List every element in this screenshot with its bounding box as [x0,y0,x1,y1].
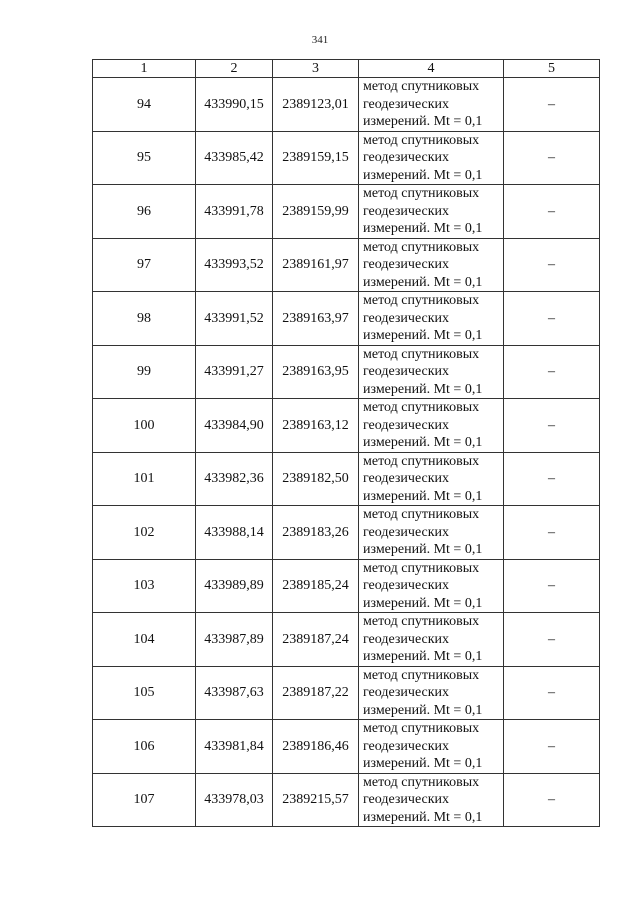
point-number: 94 [93,78,196,132]
table-row [93,78,600,132]
col5-value: – [504,345,600,399]
table-header-row [93,60,600,78]
method-description [359,238,504,292]
table-row [93,452,600,506]
coordinate-x: 433991,52 [196,292,273,346]
table-row [93,773,600,827]
col5-value: – [504,292,600,346]
point-number: 97 [93,238,196,292]
header-col-1: 1 [93,60,196,78]
coordinate-y: 2389187,24 [273,613,359,667]
table-row [93,238,600,292]
method-description [359,773,504,827]
point-number: 107 [93,773,196,827]
method-line-1: метод спутниковых [363,79,480,94]
coordinate-y: 2389163,95 [273,345,359,399]
method-description [359,185,504,239]
header-col-5: 5 [504,60,600,78]
coordinate-y: 2389163,12 [273,399,359,453]
header-col-3: 3 [273,60,359,78]
method-line-3: измерений. Mt = 0,1 [363,702,483,718]
method-line-1: метод спутниковых [363,774,480,790]
coordinates-table [92,59,600,827]
coordinate-x: 433984,90 [196,399,273,453]
coordinate-x: 433987,63 [196,666,273,720]
col5-value: – [504,559,600,613]
method-line-3: измерений. Mt = 0,1 [363,756,483,771]
point-number: 102 [93,506,196,560]
coordinate-y: 2389187,22 [273,666,359,720]
col5-value: – [504,78,600,132]
coordinate-x: 433989,89 [196,559,273,613]
coordinate-y: 2389159,15 [273,131,359,185]
method-line-2: геодезических [363,310,450,326]
method-line-1: метод спутниковых [363,453,480,469]
method-line-1: метод спутниковых [363,667,480,683]
coordinate-x: 433990,15 [196,78,273,132]
method-line-1: метод спутниковых [363,560,480,576]
table-row [93,185,600,239]
method-description [359,452,504,506]
point-number: 100 [93,399,196,453]
col5-value: – [504,773,600,827]
table-row [93,506,600,560]
coordinate-y: 2389186,46 [273,720,359,774]
coordinate-y: 2389215,57 [273,773,359,827]
coordinate-y: 2389185,24 [273,559,359,613]
point-number: 99 [93,345,196,399]
method-line-2: геодезических [363,203,450,219]
method-line-2: геодезических [363,257,450,272]
method-line-2: геодезических [363,738,450,754]
coordinate-y: 2389182,50 [273,452,359,506]
method-line-1: метод спутниковых [363,721,480,736]
table-row [93,613,600,667]
method-line-1: метод спутниковых [363,132,480,148]
coordinate-y: 2389183,26 [273,506,359,560]
col5-value: – [504,399,600,453]
coordinate-x: 433993,52 [196,238,273,292]
coordinate-x: 433988,14 [196,506,273,560]
method-description [359,506,504,560]
col5-value: – [504,185,600,239]
method-line-1: метод спутниковых [363,507,480,522]
method-line-2: геодезических [363,150,450,165]
col5-value: – [504,666,600,720]
point-number: 95 [93,131,196,185]
coordinate-x: 433981,84 [196,720,273,774]
method-description [359,292,504,346]
method-description [359,78,504,132]
method-description [359,345,504,399]
point-number: 106 [93,720,196,774]
method-line-1: метод спутниковых [363,614,480,629]
table-row [93,399,600,453]
method-line-3: измерений. Mt = 0,1 [363,167,483,183]
method-line-2: геодезических [363,417,450,433]
coordinate-x: 433985,42 [196,131,273,185]
point-number: 101 [93,452,196,506]
table-row [93,720,600,774]
method-line-3: измерений. Mt = 0,1 [363,809,483,825]
method-line-3: измерений. Mt = 0,1 [363,542,483,557]
table-body [93,78,600,827]
col5-value: – [504,613,600,667]
point-number: 104 [93,613,196,667]
method-line-2: геодезических [363,471,450,486]
method-line-2: геодезических [363,685,450,700]
table-row [93,345,600,399]
method-line-2: геодезических [363,364,450,379]
method-line-1: метод спутниковых [363,346,480,362]
coordinate-y: 2389163,97 [273,292,359,346]
header-col-2: 2 [196,60,273,78]
method-line-1: метод спутниковых [363,186,480,201]
method-line-2: геодезических [363,631,450,647]
coordinate-x: 433978,03 [196,773,273,827]
method-line-1: метод спутниковых [363,293,480,308]
method-line-2: геодезических [363,578,450,593]
col5-value: – [504,238,600,292]
col5-value: – [504,131,600,185]
method-description [359,720,504,774]
method-line-3: измерений. Mt = 0,1 [363,488,483,504]
table-row [93,666,600,720]
method-line-3: измерений. Mt = 0,1 [363,649,483,664]
method-description [359,666,504,720]
table-row [93,292,600,346]
method-description [359,559,504,613]
page-number: 341 [311,34,329,46]
coordinate-y: 2389161,97 [273,238,359,292]
header-col-4: 4 [359,60,504,78]
col5-value: – [504,506,600,560]
method-line-3: измерений. Mt = 0,1 [363,435,483,450]
method-description [359,399,504,453]
col5-value: – [504,452,600,506]
method-line-2: геодезических [363,524,450,540]
coordinate-x: 433991,27 [196,345,273,399]
coordinate-x: 433991,78 [196,185,273,239]
coordinate-y: 2389123,01 [273,78,359,132]
method-line-3: измерений. Mt = 0,1 [363,328,483,343]
coordinate-x: 433987,89 [196,613,273,667]
point-number: 105 [93,666,196,720]
method-line-3: измерений. Mt = 0,1 [363,221,483,236]
method-line-3: измерений. Mt = 0,1 [363,274,483,290]
point-number: 103 [93,559,196,613]
method-line-3: измерений. Mt = 0,1 [363,595,483,611]
point-number: 98 [93,292,196,346]
method-line-3: измерений. Mt = 0,1 [363,381,483,397]
method-description [359,613,504,667]
table-row [93,559,600,613]
method-line-2: геодезических [363,792,450,807]
coordinate-x: 433982,36 [196,452,273,506]
method-line-1: метод спутниковых [363,400,480,415]
coordinate-y: 2389159,99 [273,185,359,239]
method-description [359,131,504,185]
point-number: 96 [93,185,196,239]
method-line-3: измерений. Mt = 0,1 [363,114,483,129]
table-row [93,131,600,185]
method-line-1: метод спутниковых [363,239,480,255]
method-line-2: геодезических [363,96,450,112]
col5-value: – [504,720,600,774]
